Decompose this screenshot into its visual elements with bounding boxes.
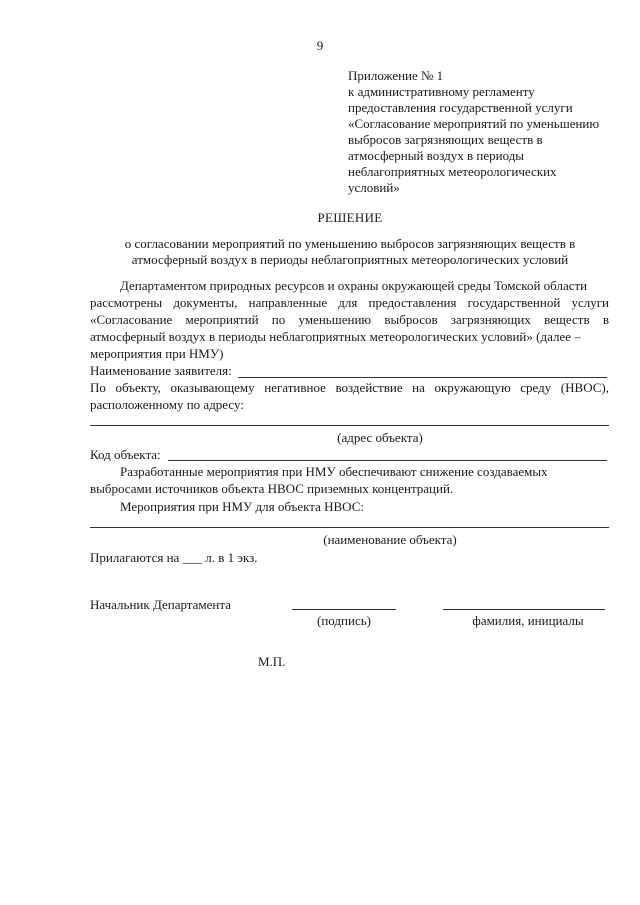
object-line: расположенному по адресу:: [90, 397, 244, 412]
object-name-caption: (наименование объекта): [323, 532, 457, 547]
intro-line: рассмотрены документы, направленные для предоставления государственной услуги: [90, 295, 609, 310]
object-name-field[interactable]: [90, 527, 609, 528]
object-line: По объекту, оказывающему негативное воздействие на окружающую среду (НВОС),: [90, 380, 609, 395]
subtitle-line: атмосферный воздух в периоды неблагоприятных метеорологических условий: [131, 252, 569, 267]
intro-line: мероприятия при НМУ): [90, 346, 224, 361]
appendix-line: условий»: [348, 180, 400, 195]
measures-line: Разработанные мероприятия при НМУ обеспечивают снижение создаваемых: [120, 464, 548, 479]
applicant-field[interactable]: [238, 377, 607, 378]
applicant-label: Наименование заявителя:: [90, 363, 232, 378]
appendix-line: «Согласование мероприятий по уменьшению: [348, 116, 600, 131]
signature-field[interactable]: [292, 609, 396, 610]
appendix-line: атмосферный воздух в периоды: [348, 148, 525, 163]
intro-line: «Согласование мероприятий по уменьшению выбросов загрязняющих веществ в: [90, 312, 609, 327]
name-initials-field[interactable]: [443, 609, 605, 610]
name-initials-caption: фамилия, инициалы: [472, 613, 584, 628]
signatory-position: Начальник Департамента: [90, 597, 231, 612]
appendix-line: неблагоприятных метеорологических: [348, 164, 557, 179]
appendix-line: к административному регламенту: [348, 84, 535, 99]
document-subtitle: [0, 236, 640, 268]
stamp-placeholder: М.П.: [258, 654, 286, 669]
appendix-block: [348, 68, 599, 196]
object-code-field[interactable]: [168, 460, 607, 461]
appendix-line: Приложение № 1: [348, 68, 444, 83]
document-title: РЕШЕНИЕ: [317, 210, 383, 225]
measures-line: выбросами источников объекта НВОС приземных концентраций.: [90, 481, 454, 496]
subtitle-line: о согласовании мероприятий по уменьшению выбросов загрязняющих веществ в: [124, 236, 576, 251]
object-code-label: Код объекта:: [90, 447, 161, 462]
attachments-line: Прилагаются на ___ л. в 1 экз.: [90, 550, 258, 565]
intro-line: Департаментом природных ресурсов и охраны окружающей среды Томской области: [120, 278, 588, 293]
address-caption: (адрес объекта): [337, 430, 423, 445]
intro-line: атмосферный воздух в периоды неблагоприятных метеорологических условий» (далее –: [90, 329, 581, 344]
appendix-line: выбросов загрязняющих веществ в: [348, 132, 543, 147]
page-number: 9: [316, 38, 324, 53]
appendix-line: предоставления государственной услуги: [348, 100, 573, 115]
signature-caption: (подпись): [317, 613, 371, 628]
address-field[interactable]: [90, 425, 609, 426]
measures-for-object: Мероприятия при НМУ для объекта НВОС:: [120, 499, 364, 514]
